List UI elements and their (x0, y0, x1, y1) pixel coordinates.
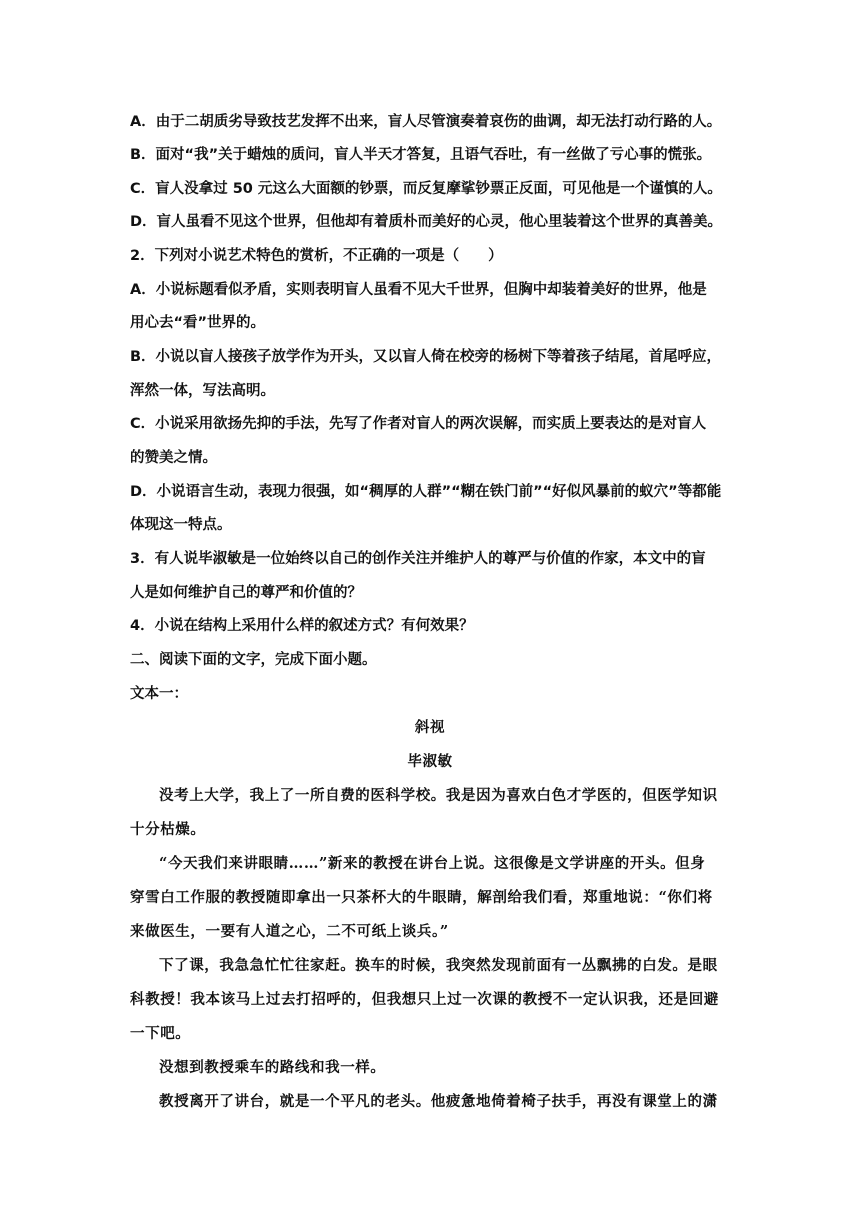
paragraph-2-line1: “今天我们来讲眼睛……”新来的教授在讲台上说。这很像是文学讲座的开头。但身 (159, 855, 706, 872)
paragraph-3-line2: 科教授！我本该马上过去打招呼的，但我想只上过一次课的教授不一定认识我，还是回避 (130, 991, 719, 1008)
q1-option-b: B．面对“我”关于蜡烛的质问，盲人半天才答复，且语气吞吐，有一丝做了亏心事的慌张。 (130, 147, 712, 163)
q2-option-d-line1: D．小说语言生动，表现力很强，如“稠厚的人群”“糊在铁门前”“好似风暴前的蚁穴”等都能 (130, 484, 722, 500)
paragraph-1-line2: 十分枯燥。 (130, 821, 206, 838)
story-title: 斜视 (414, 719, 446, 736)
q2-option-b-line1: B．小说以盲人接孩子放学作为开头，又以盲人倚在校旁的杨树下等着孩子结尾，首尾呼应， (130, 349, 722, 365)
paragraph-3-line1: 下了课，我急急忙忙往家赶。换车的时候，我突然发现前面有一丛飘拂的白发。是眼 (159, 957, 718, 974)
q3-line2: 人是如何维护自己的尊严和价值的？ (130, 585, 362, 601)
q2-option-b-line2: 浑然一体，写法高明。 (130, 383, 275, 399)
q2-option-a-line2: 用心去“看”世界的。 (130, 315, 266, 331)
q1-option-a: A．由于二胡质劣导致技艺发挥不出来，盲人尽管演奏着哀伤的曲调，却无法打动行路的人。 (130, 114, 722, 130)
q4-question: 4．小说在结构上采用什么样的叙述方式？有何效果？ (130, 618, 474, 634)
text-one-label: 文本一： (130, 686, 188, 702)
q2-option-c-line2: 的赞美之情。 (130, 450, 217, 466)
q3-line1: 3．有人说毕淑敏是一位始终以自己的创作关注并维护人的尊严与价值的作家，本文中的盲 (130, 551, 706, 567)
q2-option-c-line1: C．小说采用欲扬先抑的手法，先写了作者对盲人的两次误解，而实质上要表达的是对盲人 (130, 416, 707, 432)
paragraph-5-line1: 教授离开了讲台，就是一个平凡的老头。他疲惫地倚着椅子扶手，再没有课堂上的潇 (159, 1093, 718, 1110)
q1-option-d: D．盲人虽看不见这个世界，但他却有着质朴而美好的心灵，他心里装着这个世界的真善美。 (130, 214, 723, 230)
paragraph-1-line1: 没考上大学，我上了一所自费的医科学校。我是因为喜欢白色才学医的，但医学知识 (159, 787, 718, 804)
paragraph-3-line3: 一下吧。 (130, 1025, 191, 1042)
q2-option-d-line2: 体现这一特点。 (130, 517, 232, 533)
q2-stem: 2．下列对小说艺术特色的赏析，不正确的一项是（ ） (130, 248, 503, 264)
paragraph-2-line3: 来做医生，一要有人道之心，二不可纸上谈兵。” (130, 923, 449, 940)
section-heading: 二、阅读下面的文字，完成下面小题。 (130, 652, 377, 668)
q2-option-a-line1: A．小说标题看似矛盾，实则表明盲人虽看不见大千世界，但胸中却装着美好的世界，他是 (130, 282, 707, 298)
paragraph-2-line2: 穿雪白工作服的教授随即拿出一只茶杯大的牛眼睛，解剖给我们看，郑重地说：“你们将 (130, 889, 713, 906)
story-author: 毕淑敏 (407, 753, 453, 770)
q1-option-c: C．盲人没拿过 50 元这么大面额的钞票，而反复摩挲钞票正反面，可见他是一个谨慎的人。 (130, 181, 722, 197)
paragraph-4: 没想到教授乘车的路线和我一样。 (159, 1059, 386, 1076)
